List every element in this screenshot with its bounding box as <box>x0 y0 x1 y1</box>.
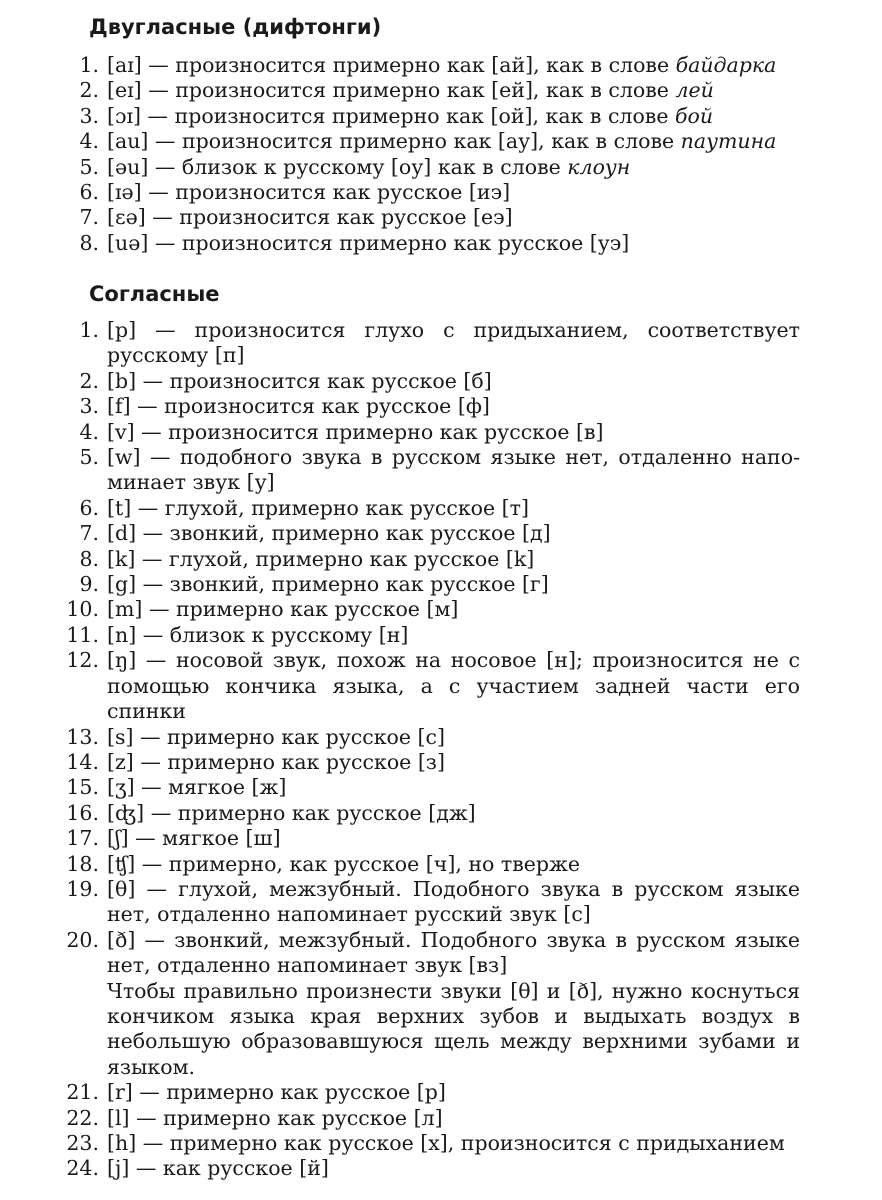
list-item <box>0 928 800 979</box>
list-item <box>0 597 800 622</box>
item-number: 1. <box>79 53 99 77</box>
item-text: [ʤ] — примерно как русское [дж] <box>107 800 476 825</box>
list-item <box>0 369 800 394</box>
list-item <box>0 1106 800 1131</box>
list-item <box>0 801 800 826</box>
item-text: [ɛə] — произносится как русское [еэ] <box>107 205 513 230</box>
list-item <box>0 1156 800 1181</box>
diphthongs-heading: Двугласные (дифтонги) <box>89 15 382 39</box>
item-number: 14. <box>66 749 99 774</box>
item-number: 5. <box>79 445 99 470</box>
item-number: 16. <box>66 800 99 825</box>
item-number: 22. <box>66 1105 99 1130</box>
item-number: 1. <box>79 318 99 342</box>
item-number: 23. <box>66 1131 99 1155</box>
consonants-list <box>0 318 882 1182</box>
item-number: 5. <box>79 154 99 179</box>
item-example: клоун <box>567 154 631 179</box>
item-example: лей <box>675 78 714 103</box>
list-item <box>0 420 800 445</box>
articulation-note: Чтобы правильно произнести звуки [θ] и [ð], нужно коснуться кончиком языка края верхних зубов и выдыхать воздух в небольшую образовавшуюся щель между верхними зубами и языком. <box>107 978 800 1079</box>
list-item <box>0 496 800 521</box>
list-item <box>0 231 800 256</box>
item-text: [t] — глухой, примерно как русское [т] <box>107 495 530 520</box>
item-example: байдарка <box>675 53 777 77</box>
list-item <box>0 750 800 775</box>
item-text: [uə] — произносится примерно как русское [уэ] <box>107 230 630 255</box>
item-text: [z] — примерно как русское [з] <box>107 749 445 774</box>
item-text: [f] — произносится как русское [ф] <box>107 394 490 419</box>
item-number: 20. <box>66 927 99 952</box>
item-number: 7. <box>79 521 99 546</box>
diphthongs-list <box>0 53 882 256</box>
item-number: 11. <box>66 622 99 647</box>
item-number: 2. <box>79 368 99 393</box>
item-text: [ɔɪ] — произносится примерно как [ой], как в слове <box>107 103 675 128</box>
item-text: [d] — звонкий, примерно как русское [д] <box>107 521 551 546</box>
item-number: 6. <box>79 180 99 205</box>
item-text: [aɪ] — произносится примерно как [ай], как в слове <box>107 53 676 77</box>
list-item <box>0 521 800 546</box>
item-text: [eɪ] — произносится примерно как [ей], как в слове <box>107 78 676 103</box>
item-number: 21. <box>66 1080 99 1105</box>
item-text: [k] — глухой, примерно как русское [k] <box>107 546 535 571</box>
item-number: 9. <box>79 572 99 597</box>
list-item <box>0 648 800 724</box>
item-number: 17. <box>66 826 99 851</box>
item-text: [ɪə] — произносится как русское [иэ] <box>107 180 511 205</box>
item-number: 18. <box>66 851 99 876</box>
item-number: 4. <box>79 419 99 444</box>
item-text: [ŋ] — носовой звук, похож на носовое [н]; произносится не с помощью кончика языка, а с участием задней части его спинки <box>107 648 800 724</box>
list-item <box>0 53 800 78</box>
item-number: 12. <box>66 648 99 673</box>
item-number: 15. <box>66 775 99 800</box>
item-text: [h] — примерно как русское [х], произносится с придыханием <box>107 1131 785 1155</box>
item-text: [w] — подобного звука в русском языке нет, отдаленно напоминает звук [у] <box>107 445 800 495</box>
list-item <box>0 205 800 230</box>
item-number: 19. <box>66 876 99 901</box>
item-text: [au] — произносится примерно как [ау], как в слове <box>107 129 681 154</box>
item-number: 8. <box>79 546 99 571</box>
item-text: [θ] — глухой, межзубный. Подобного звука в русском языке нет, отдаленно напоминает русский звук [с] <box>107 876 800 927</box>
list-item <box>0 775 800 800</box>
list-item <box>0 104 800 129</box>
list-item <box>0 1131 800 1156</box>
list-item <box>0 155 800 180</box>
item-text: [v] — произносится примерно как русское [в] <box>107 419 604 444</box>
list-item <box>0 852 800 877</box>
item-text: [m] — примерно как русское [м] <box>107 597 459 622</box>
item-text: [r] — примерно как русское [р] <box>107 1080 446 1105</box>
item-number: 7. <box>79 205 99 230</box>
list-item <box>0 318 800 369</box>
item-text: [s] — примерно как русское [с] <box>107 724 446 749</box>
item-text: [p] — произносится глухо с придыханием, соответствует русскому [п] <box>107 318 800 368</box>
item-text: [ð] — звонкий, межзубный. Подобного звука в русском языке нет, отдаленно напоминает звук [вз] <box>107 927 800 978</box>
list-item <box>0 877 800 928</box>
item-text: [ʒ] — мягкое [ж] <box>107 775 287 800</box>
item-number: 24. <box>66 1156 99 1181</box>
item-number: 2. <box>79 78 99 103</box>
list-item <box>0 394 800 419</box>
list-item <box>0 445 800 496</box>
item-number: 10. <box>66 597 99 622</box>
consonants-heading: Согласные <box>89 282 220 306</box>
item-text: [ʧ] — примерно, как русское [ч], но тверже <box>107 851 581 876</box>
item-text: [əu] — близок к русскому [оу] как в слове <box>107 154 568 179</box>
item-text: [b] — произносится как русское [б] <box>107 368 492 393</box>
item-text: [l] — примерно как русское [л] <box>107 1105 443 1130</box>
list-item <box>0 623 800 648</box>
list-item <box>0 572 800 597</box>
item-text: [j] — как русское [й] <box>107 1156 329 1181</box>
item-number: 6. <box>79 495 99 520</box>
item-text: [ʃ] — мягкое [ш] <box>107 826 281 851</box>
item-example: бой <box>674 103 714 128</box>
item-example: паутина <box>680 129 777 154</box>
list-item <box>0 547 800 572</box>
item-number: 4. <box>79 129 99 154</box>
item-number: 3. <box>79 394 99 419</box>
item-text: [n] — близок к русскому [н] <box>107 622 409 647</box>
list-item <box>0 1080 800 1105</box>
item-number: 13. <box>66 724 99 749</box>
item-number: 8. <box>79 230 99 255</box>
list-item <box>0 78 800 103</box>
item-number: 3. <box>79 103 99 128</box>
list-item <box>0 180 800 205</box>
list-item <box>0 725 800 750</box>
list-item <box>0 826 800 851</box>
list-item <box>0 129 800 154</box>
item-text: [g] — звонкий, примерно как русское [г] <box>107 572 549 597</box>
